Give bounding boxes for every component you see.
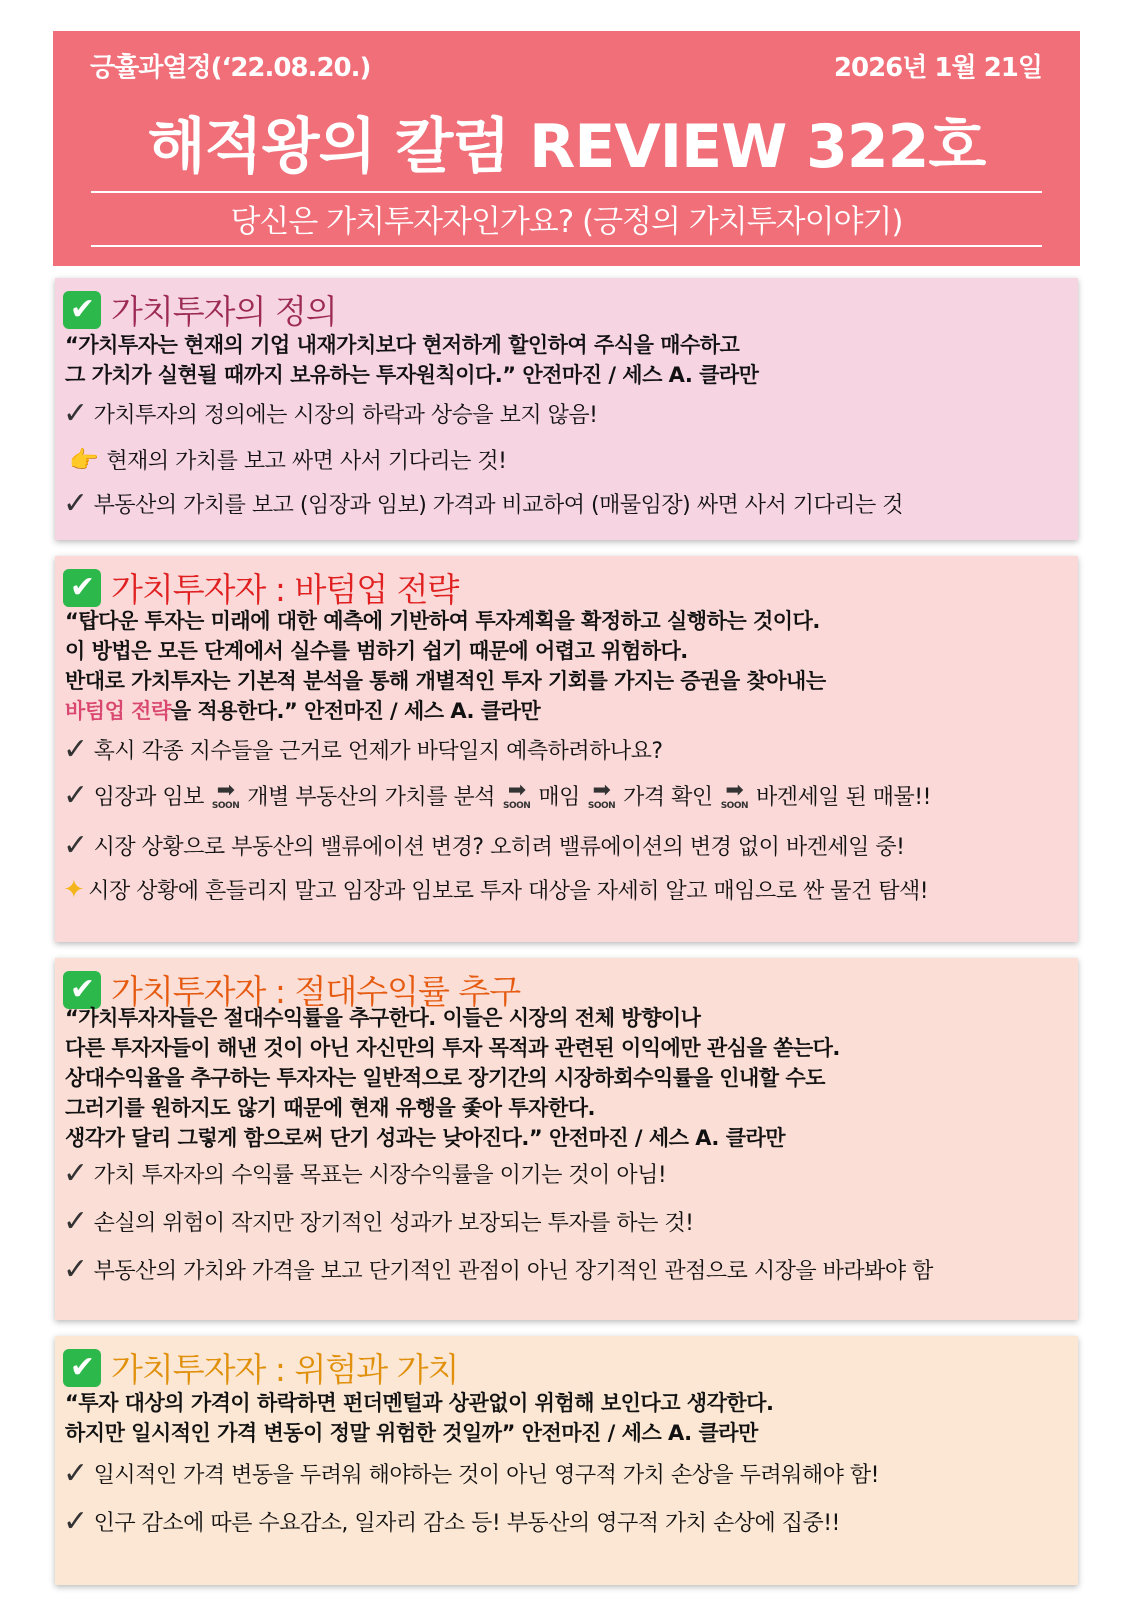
bullet-text: 가치 투자자의 수익률 목표는 시장수익률을 이기는 것이 아님!	[93, 1163, 667, 1188]
flow-step: 임장과 임보	[93, 785, 204, 810]
bullet-text: 부동산의 가치와 가격을 보고 단기적인 관점이 아닌 장기적인 관점으로 시장을 바라봐야 함	[93, 1259, 933, 1284]
check-box-icon: ✔	[63, 569, 101, 607]
bullet-item	[63, 1456, 879, 1491]
flow-step: 바겐세일 된 매물!!	[756, 785, 931, 810]
quote-line: “탑다운 투자는 미래에 대한 예측에 기반하여 투자계획을 확정하고 실행하는 것이다.	[65, 609, 820, 633]
bullet-item	[63, 1156, 666, 1191]
check-mark-icon: ✓	[63, 486, 88, 521]
bullet-text: 가치투자의 정의에는 시장의 하락과 상승을 보지 않음!	[93, 403, 598, 428]
quote-line: 생각가 달리 그렇게 함으로써 단기 성과는 낮아진다.” 안전마진 / 세스 A. 클라만	[65, 1126, 786, 1150]
quote-line: 그러기를 원하지도 않기 때문에 현재 유행을 좇아 투자한다.	[65, 1096, 596, 1120]
bullet-text: 시장 상황에 흔들리지 말고 임장과 임보로 투자 대상을 자세히 알고 매임으로 싼 물건 탐색!	[88, 879, 929, 904]
check-mark-icon: ✓	[63, 732, 88, 767]
quote-tail: 을 적용한다.” 안전마진 / 세스 A. 클라만	[170, 699, 541, 723]
check-mark-icon: ✓	[63, 1156, 88, 1191]
check-mark-icon: ✓	[63, 1204, 88, 1239]
quote-line: 상대수익율을 추구하는 투자자는 일반적으로 장기간의 시장하회수익률을 인내할 수도	[65, 1066, 825, 1090]
bullet-text: 손실의 위험이 작지만 장기적인 성과가 보장되는 투자를 하는 것!	[93, 1211, 694, 1236]
quote	[65, 1388, 773, 1448]
section-title	[63, 1344, 458, 1391]
bullet-item	[63, 1252, 933, 1287]
highlight-text: 바텀업 전략	[65, 699, 171, 723]
quote-line: 이 방법은 모든 단계에서 실수를 범하기 쉽기 때문에 어렵고 위험하다.	[65, 639, 688, 663]
author-date-label: 긍휼과열정(‘22.08.20.)	[90, 53, 371, 83]
section-title-text: 가치투자의 정의	[111, 292, 337, 331]
section-title-text: 가치투자자 : 절대수익률 추구	[111, 972, 521, 1011]
section-value-investing-definition	[55, 278, 1078, 540]
bullet-item	[63, 1504, 840, 1539]
bullet-text: 인구 감소에 따른 수요감소, 일자리 감소 등! 부동산의 영구적 가치 손상에 집중!!	[93, 1511, 840, 1536]
soon-arrow-icon: ➡ SOON	[720, 778, 749, 811]
soon-arrow-icon: ➡ SOON	[587, 778, 616, 811]
flow-step: 가격 확인	[623, 785, 713, 810]
page-title: 해적왕의 칼럼 REVIEW 322호	[147, 112, 986, 182]
quote-line: 그 가치가 실현될 때까지 보유하는 투자원칙이다.” 안전마진 / 세스 A. 클라만	[65, 363, 759, 387]
check-mark-icon: ✓	[63, 1252, 88, 1287]
quote-line: “가치투자자들은 절대수익률을 추구한다. 이들은 시장의 전체 방향이나	[65, 1006, 701, 1030]
soon-arrow-icon: ➡ SOON	[211, 778, 240, 811]
page-subtitle: 당신은 가치투자자인가요? (긍정의 가치투자이야기)	[230, 204, 903, 240]
bullet-text: 시장 상황으로 부동산의 밸류에이션 변경? 오히려 밸류에이션의 변경 없이 바겐세일 중!	[93, 835, 905, 860]
flow-item	[63, 778, 931, 813]
bullet-text: 현재의 가치를 보고 싸면 사서 기다리는 것!	[106, 449, 507, 474]
check-mark-icon: ✓	[63, 828, 88, 863]
bullet-text: 부동산의 가치를 보고 (임장과 임보) 가격과 비교하여 (매물임장) 싸면 사서 기다리는 것	[93, 493, 903, 518]
bullet-item	[63, 396, 597, 431]
section-title	[63, 286, 337, 333]
bullet-item	[63, 444, 506, 475]
check-box-icon: ✔	[63, 971, 101, 1009]
bullet-text: 혹시 각종 지수들을 근거로 언제가 바닥일지 예측하려하나요?	[93, 739, 663, 764]
quote	[65, 330, 758, 390]
divider	[91, 245, 1042, 247]
check-box-icon: ✔	[63, 291, 101, 329]
section-absolute-return	[55, 958, 1078, 1320]
check-mark-icon: ✓	[63, 778, 88, 813]
quote-line: 다른 투자자들이 해낸 것이 아닌 자신만의 투자 목적과 관련된 이익에만 관심을 쏟는다.	[65, 1036, 840, 1060]
issue-date: 2026년 1월 21일	[833, 53, 1042, 83]
check-mark-icon: ✓	[63, 1504, 88, 1539]
soon-arrow-icon: ➡ SOON	[503, 778, 531, 811]
bullet-item	[63, 732, 663, 767]
quote	[65, 606, 826, 726]
check-box-icon: ✔	[63, 1349, 101, 1387]
flow-step: 매임	[538, 785, 580, 810]
check-mark-icon: ✓	[63, 1456, 88, 1491]
bullet-text: 일시적인 가격 변동을 두려워 해야하는 것이 아닌 영구적 가치 손상을 두려워해야 함!	[93, 1463, 879, 1488]
section-bottom-up-strategy	[55, 556, 1078, 942]
quote	[65, 1003, 840, 1153]
section-title-text: 가치투자자 : 위험과 가치	[111, 1350, 459, 1389]
quote-line: 반대로 가치투자는 기본적 분석을 통해 개별적인 투자 기회를 가지는 증권을 찾아내는	[65, 669, 826, 693]
section-title	[63, 564, 458, 611]
check-mark-icon: ✓	[63, 396, 88, 431]
section-risk-and-value	[55, 1336, 1078, 1585]
bullet-item	[63, 828, 904, 863]
section-title-text: 가치투자자 : 바텀업 전략	[111, 570, 459, 609]
pointing-finger-icon: 👉	[69, 445, 99, 474]
bullet-item	[63, 1204, 693, 1239]
quote-line: “가치투자는 현재의 기업 내재가치보다 현저하게 할인하여 주식을 매수하고	[65, 333, 740, 357]
bullet-item	[63, 874, 928, 905]
divider	[91, 191, 1042, 193]
quote-line	[65, 696, 826, 726]
flow-step: 개별 부동산의 가치를 분석	[247, 785, 495, 810]
quote-line: 하지만 일시적인 가격 변동이 정말 위험한 것일까” 안전마진 / 세스 A. 클라만	[65, 1421, 758, 1445]
header-banner	[53, 31, 1080, 266]
quote-line: “투자 대상의 가격이 하락하면 펀더멘털과 상관없이 위험해 보인다고 생각한다.	[65, 1391, 774, 1415]
bullet-item	[63, 486, 903, 521]
star-icon: ✦	[63, 874, 85, 905]
